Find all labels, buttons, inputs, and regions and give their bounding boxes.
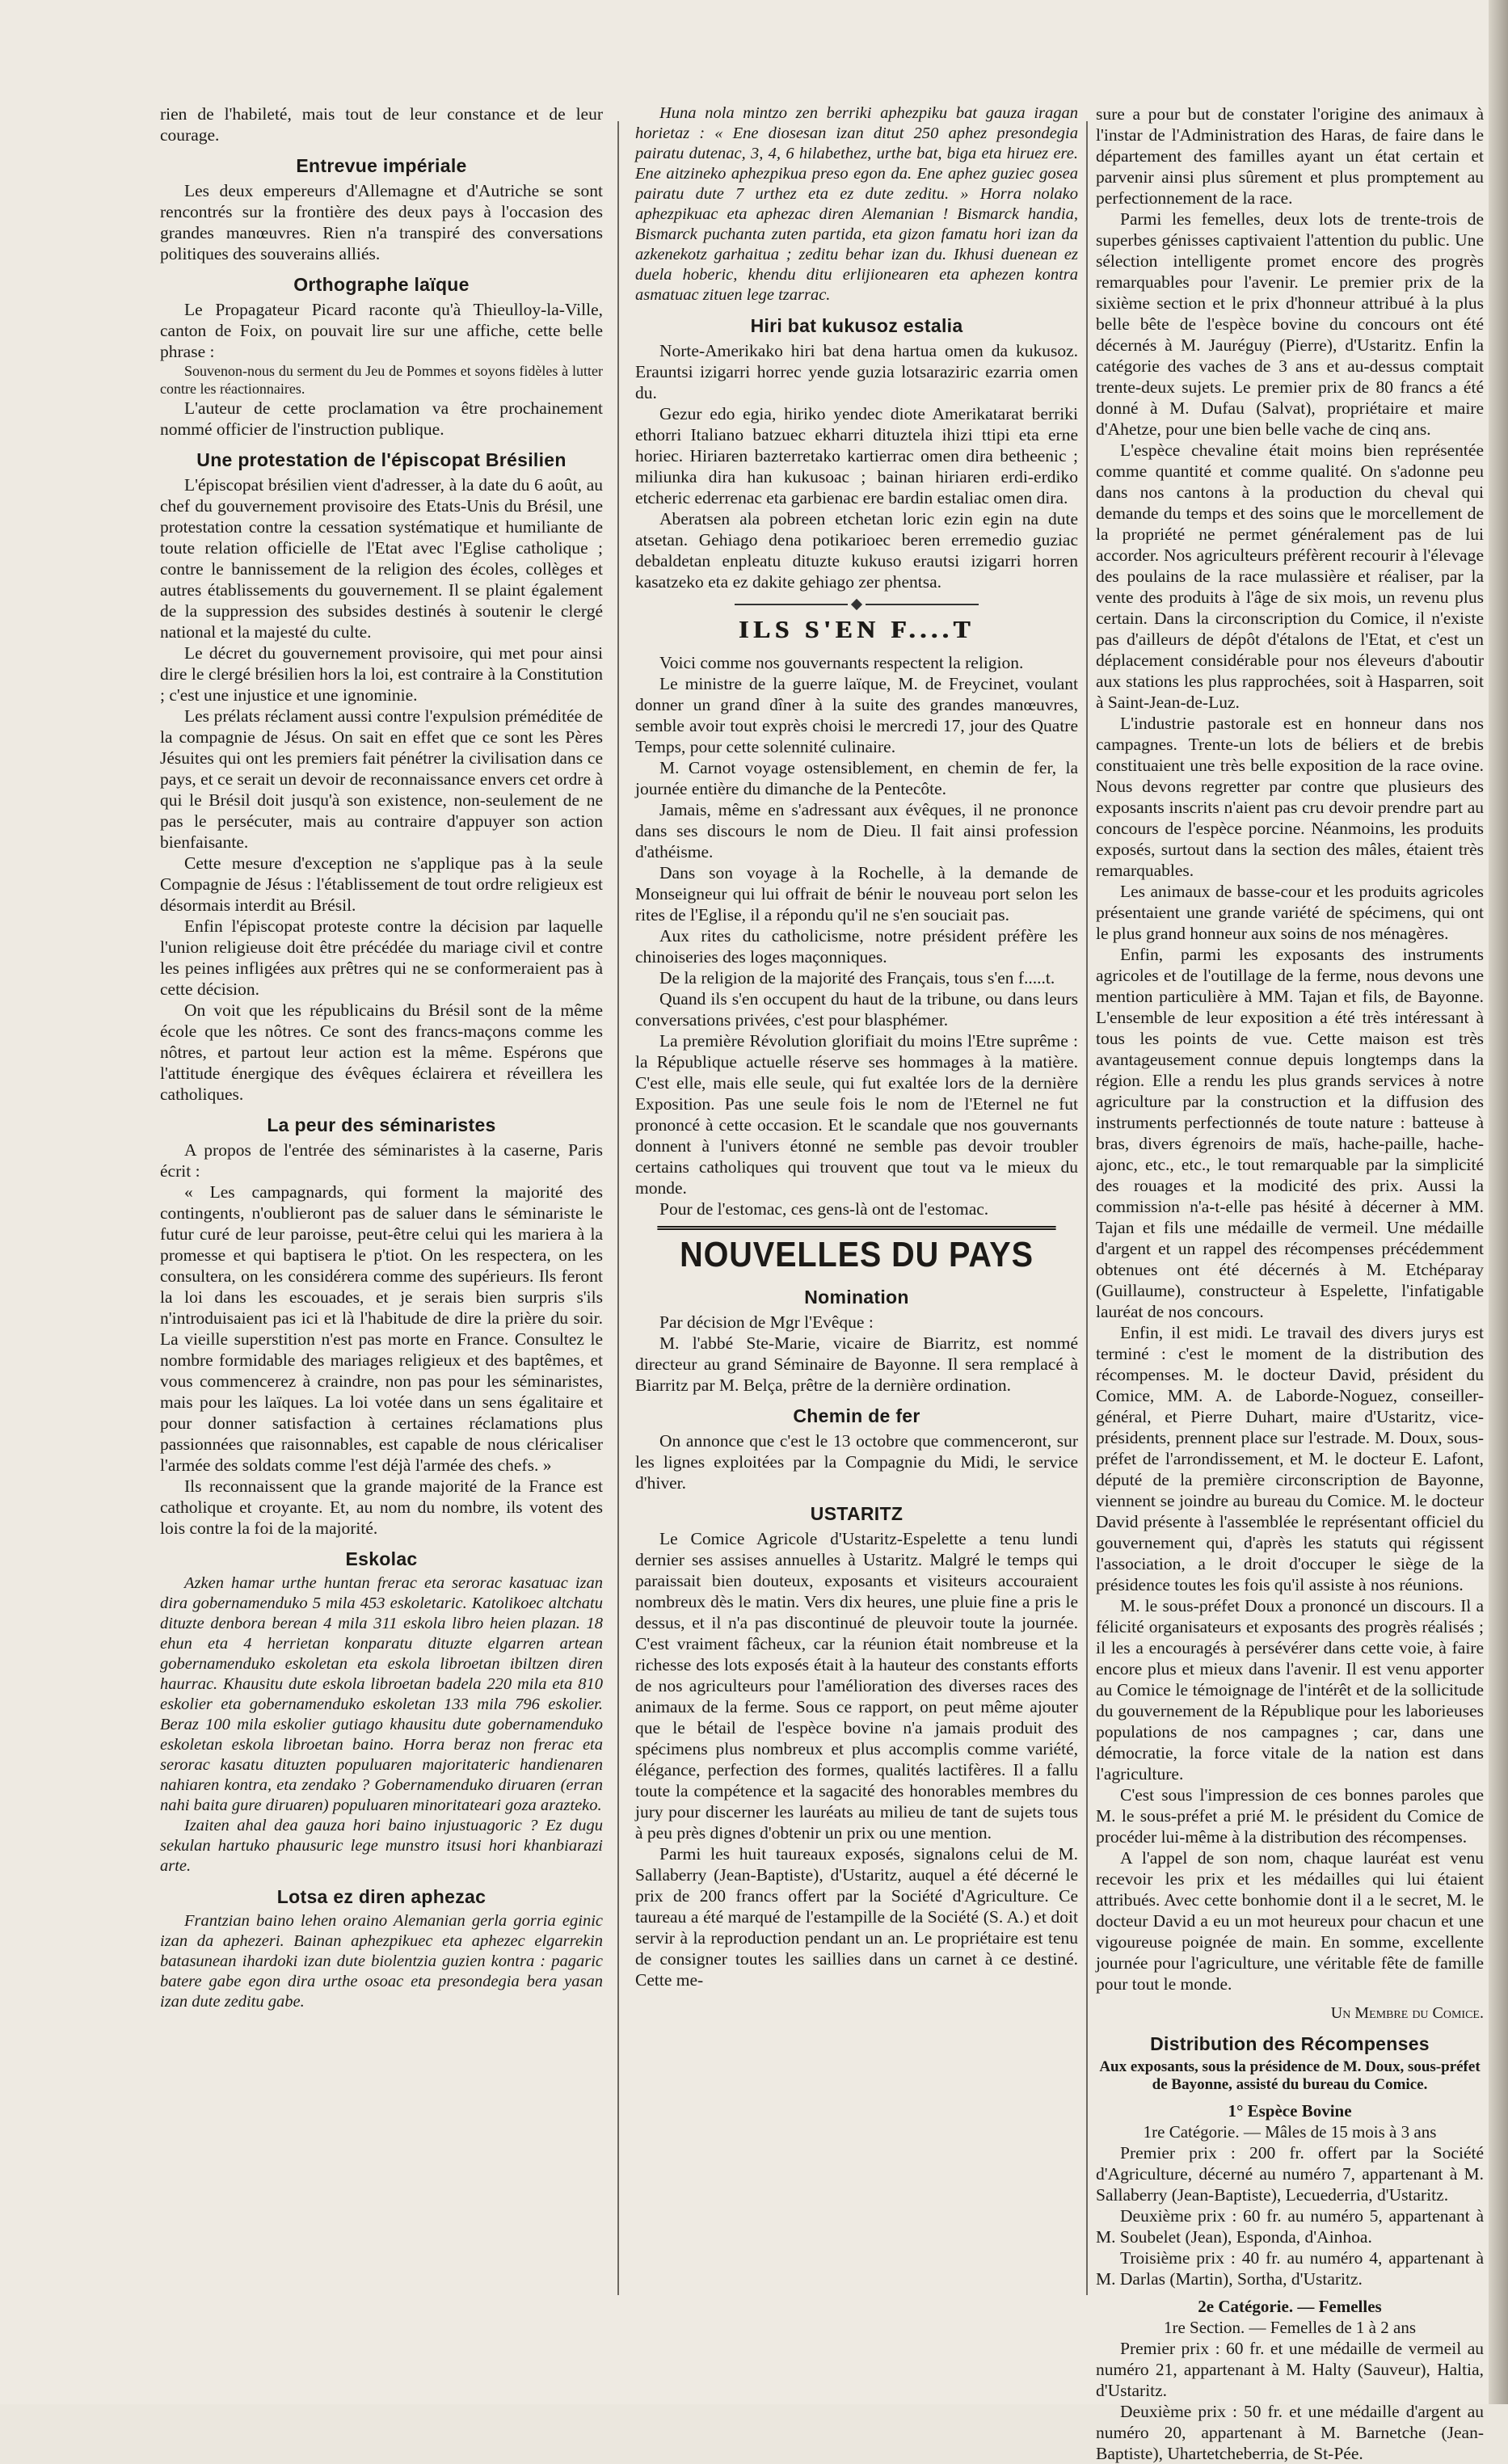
paragraph: Les animaux de basse-cour et les produits agricoles présentaient une grande variété de spécimens, qui ont le plus grand honneur aux soins de nos ménagères. <box>1096 882 1484 943</box>
paragraph: Deuxième prix : 60 fr. au numéro 5, appartenant à M. Soubelet (Jean), Esponda, d'Ainhoa. <box>1096 2206 1484 2247</box>
article-heading: Entrevue impériale <box>296 155 467 176</box>
article-heading: Nomination <box>804 1287 909 1308</box>
paragraph: Enfin l'épiscopat proteste contre la décision par laquelle l'union religieuse doit être précédée du mariage civil et contre les peines infligées aux prêtres qui ne se conformeraient pas à cette décision. <box>160 916 603 999</box>
paragraph: Souvenon-nous du serment du Jeu de Pommes et soyons fidèles à lutter contre les réactionnaires. <box>160 363 603 397</box>
section-subheading: 2e Catégorie. — Femelles <box>1198 2297 1382 2316</box>
category-line: 1re Catégorie. — Mâles de 15 mois à 3 ans <box>1143 2122 1437 2142</box>
paragraph: Quand ils s'en occupent du haut de la tribune, ou dans leurs conversations privées, c'est pour blasphémer. <box>635 989 1078 1030</box>
article-heading: La peur des séminaristes <box>267 1114 496 1135</box>
paragraph: Voici comme nos gouvernants respectent la religion. <box>659 653 1024 672</box>
ornament-diamond <box>851 599 862 610</box>
paragraph: C'est sous l'impression de ces bonnes paroles que M. le sous-préfet a prié M. le président du Comice de procéder lui-même à la distribution des récompenses. <box>1096 1785 1484 1847</box>
paragraph: Azken hamar urthe huntan frerac eta serorac kasatuac izan dira gobernamenduko 5 mila 453 eskoletaric. Katolikoec altchatu dituzte denbora berean 4 mila 311 eskola libro heien plazan. 18 ehun eta 4 herrietan konparatu dituzte elgarren artean gobernamenduko eskoletan eta eskola libroetan ibiltzen diren haurrac. Khausitu dute eskola libroetan badela 220 mila eta 810 eskolier eta gobernamenduko eskoletan 133 mila 796 eskolier. Beraz 100 mila eskolier gutiago khausitu dute gobernamenduko eskoletan eskola libroetan baino. Horra beraz non frerac eta serorac kasatu dituzten populuaren majoritateric handienaren nahiaren kontra, eta zendako ? Gobernamenduko diruaren (erran nahi baita gure diruaren) populuaren minoritateari goza arazteko. <box>160 1574 603 1814</box>
ornament-line <box>866 604 979 605</box>
paragraph: sure a pour but de constater l'origine des animaux à l'instar de l'Administration des Haras, de faire dans le département des familles ayant un état certain et parvenir ainsi plus sûrement et plus promptement au perfectionnement de la race. <box>1096 104 1484 208</box>
paragraph: Les prélats réclament aussi contre l'expulsion préméditée de la compagnie de Jésus. On sait en effet que ce sont les Pères Jésuites qui ont les premiers fait pénétrer la civilisation dans ce pays, et ce serait un devoir de reconnaissance envers cet ordre à qui le Brésil doit jusqu'à son existence, non-seulement de ne pas le persécuter, mais au contraire d'appuyer son action bienfaisante. <box>160 706 603 852</box>
paragraph: Premier prix : 200 fr. offert par la Société d'Agriculture, décerné au numéro 7, appartenant à M. Sallaberry (Jean-Baptiste), Lecuederria, d'Ustaritz. <box>1096 2143 1484 2205</box>
paragraph: Parmi les huit taureaux exposés, signalons celui de M. Sallaberry (Jean-Baptiste), d'Ustaritz, auquel a été décerné le prix de 200 francs offert par la Société d'Agriculture. Ce taureau a été marqué de l'estampille de la Société (S. A.) et doit servir à la reproduction pendant un an. Le propriétaire est tenu de consigner toutes les saillies dans un carnet à ce destiné. Cette me- <box>635 1844 1078 1990</box>
paragraph: Le décret du gouvernement provisoire, qui met pour ainsi dire le clergé brésilien hors la loi, est contraire à la Constitution ; c'est une injustice et une ignominie. <box>160 643 603 705</box>
paragraph: Deuxième prix : 50 fr. et une médaille d'argent au numéro 20, appartenant à M. Barnetche (Jean-Baptiste), Uhartetcheberria, de St-Pée. <box>1096 2402 1484 2463</box>
article-heading: Hiri bat kukusoz estalia <box>750 315 963 336</box>
paragraph: L'auteur de cette proclamation va être prochainement nommé officier de l'instruction publique. <box>160 398 603 439</box>
paragraph: L'espèce chevaline était moins bien représentée comme quantité et comme qualité. On s'adonne peu dans nos cantons à la production du cheval qui demande du temps et des soins que le morcellement de la propriété ne permet généralement pas de lui accorder. Nos agriculteurs préfèrent recourir à l'élevage des poulains de la race mulassière et réaliser, par la vente des produits à l'âge de six mois, un revenu plus certain. Dans la circonscription du Comice, il n'existe pas d'ailleurs de dépôt d'étalons de l'Etat, et c'est un déplacement considérable pour nos éleveurs d'aboutir aux stations les plus rapprochées, soit à Hasparren, soit à Saint-Jean-de-Luz. <box>1096 440 1484 712</box>
paragraph: Izaiten ahal dea gauza hori baino injustuagoric ? Ez dugu sekulan hartuko phausuric lege munstro itsusi hori khanbiarazi arte. <box>160 1817 603 1875</box>
paragraph: M. l'abbé Ste-Marie, vicaire de Biarritz, est nommé directeur au grand Séminaire de Bayonne. Il sera remplacé à Biarritz par M. Belça, prêtre de la dernière ordination. <box>635 1333 1078 1395</box>
paragraph: L'industrie pastorale est en honneur dans nos campagnes. Trente-un lots de béliers et de brebis constituaient une très belle exposition de la race ovine. Nous devons regretter par contre que plusieurs des exposants inscrits n'aient pas cru devoir prendre part au concours de l'espèce porcine. Néanmoins, les produits exposés, surtout dans la section des mâles, étaient très remarquables. <box>1096 714 1484 880</box>
paragraph: L'épiscopat brésilien vient d'adresser, à la date du 6 août, au chef du gouvernement provisoire des Etats-Unis du Brésil, une protestation contre la cessation systématique et humiliante de toute relation officielle de l'Etat avec l'Eglise catholique ; contre le bannissement de la religion des écoles, collèges et autres établissements du gouvernement. Il se plaint également de la suppression des subsides destinés à soutenir le clergé national et la majesté du culte. <box>160 475 603 642</box>
column-1 <box>160 103 603 2012</box>
section-banner: NOUVELLES DU PAYS <box>657 1226 1055 1277</box>
paragraph: Cette mesure d'exception ne s'applique pas à la seule Compagnie de Jésus : l'établissement de tout ordre religieux est désormais interdit au Brésil. <box>160 853 603 915</box>
paragraph: Le ministre de la guerre laïque, M. de Freycinet, voulant donner un grand dîner à la suite des grandes manœuvres, semble avoir tout exprès choisi le mercredi 17, jour des Quatre Temps, pour cette solennité culinaire. <box>635 674 1078 756</box>
ornamental-rule <box>635 600 1078 609</box>
article-heading: Distribution des Récompenses <box>1150 2033 1430 2054</box>
paragraph: Frantzian baino lehen oraino Alemanian gerla gorria eginic izan da aphezeri. Bainan aphezpikuec eta aphezec elgarrekin batasunean ihardoki izan dute biolentzia guzien kontra : pagaric batere gabe egon dira urthe osoac eta presondegia bera yasan izan dute zeditu gabe. <box>160 1912 603 2011</box>
column-rule <box>617 121 619 2295</box>
category-line: 1re Section. — Femelles de 1 à 2 ans <box>1163 2318 1416 2337</box>
article-heading: Orthographe laïque <box>293 274 470 295</box>
paragraph: Jamais, même en s'adressant aux évêques, il ne prononce dans ses discours le nom de Dieu. Il fait ainsi profession d'athéisme. <box>635 800 1078 861</box>
paragraph: Enfin, il est midi. Le travail des divers jurys est terminé : c'est le moment de la distribution des récompenses. M. le docteur David, président du Comice, MM. A. de Laborde-Noguez, conseiller-général, et Pierre Duhart, maire d'Ustaritz, vice-présidents, prennent place sur l'estrade. M. Doux, sous-préfet de l'arrondissement, et M. le docteur E. Lafont, député de la première circonscription de Bayonne, viennent se joindre au bureau du Comice. M. le docteur David présente à l'assemblée le représentant officiel du gouvernement qui, d'après les statuts qui régissent l'association, a le droit d'occuper le siège de la présidence toutes les fois qu'il assiste à nos réunions. <box>1096 1323 1484 1594</box>
ornament-line <box>735 604 848 605</box>
section-subheading: 1° Espèce Bovine <box>1228 2101 1352 2121</box>
paragraph: M. le sous-préfet Doux a prononcé un discours. Il a félicité organisateurs et exposants des progrès réalisés ; il les a encouragés à persévérer dans cette voie, à faire encore plus et mieux dans l'avenir. Il est venu apporter au Comice le témoignage de l'intérêt et de la sollicitude du gouvernement de la République pour les laborieuses populations de nos campagnes ; car, dans une démocratie, la force vitale de la nation est dans l'agriculture. <box>1096 1596 1484 1784</box>
paragraph: Le Propagateur Picard raconte qu'à Thieulloy-la-Ville, canton de Foix, on pouvait lire sur une affiche, cette belle phrase : <box>160 300 603 361</box>
column-3 <box>1096 103 1484 2464</box>
paragraph: On annonce que c'est le 13 octobre que commenceront, sur les lignes exploitées par la Compagnie du Midi, le service d'hiver. <box>635 1431 1078 1493</box>
paragraph: Enfin, parmi les exposants des instruments agricoles et de l'outillage de la ferme, nous devons une mention particulière à MM. Tajan et fils, de Bayonne. L'ensemble de leur exposition a été très intéressant à tous les points de vue. Cette maison est très avantageusement connue depuis longtemps dans la région. Elle a rendu les plus grands services à notre agriculture par la construction et la diffusion des instruments perfectionnés de toute nature : batteuse à bras, divers égrenoirs de maïs, hache-paille, hache-ajonc, etc., etc., le tout remarquable par la simplicité des rouages et la modicité des prix. Aussi la commission n'a-t-elle pas hésité à décerner à MM. Tajan et fils une médaille de vermeil. Une médaille d'argent et un rappel des récompenses précédemment obtenues ont été décernés à M. Etchéparay (Guillaume), constructeur à Espelette, l'infatigable lauréat de nos concours. <box>1096 945 1484 1321</box>
paragraph: M. Carnot voyage ostensiblement, en chemin de fer, la journée entière du dimanche de la Pentecôte. <box>635 758 1078 798</box>
paragraph: Premier prix : 60 fr. et une médaille de vermeil au numéro 21, appartenant à M. Halty (Sauveur), Haltia, d'Ustaritz. <box>1096 2339 1484 2400</box>
paragraph: Les deux empereurs d'Allemagne et d'Autriche se sont rencontrés sur la frontière des deux pays à l'occasion des grandes manœuvres. Rien n'a transpiré des conversations politiques des souverains alliés. <box>160 181 603 263</box>
column-2 <box>635 103 1078 1990</box>
paragraph: Parmi les femelles, deux lots de trente-trois de superbes génisses captivaient l'attention du public. Une sélection intelligente promet encore des progrès remarquables pour l'avenir. Le premier prix de la sixième section et le prix d'honneur attribué à la plus belle bête de l'espèce bovine du concours ont été décernés à M. Jauréguy (Pierre), d'Ustaritz. Enfin la catégorie des vaches de 3 ans et au-dessus comptait trente-deux sujets. Le premier prix de 80 francs a été donné à M. Dufau (Salvat), propriétaire et maire d'Ahetze, pour une bien belle vache de cinq ans. <box>1096 209 1484 439</box>
article-heading: Eskolac <box>345 1548 418 1569</box>
article-heading: Une protestation de l'épiscopat Brésilien <box>196 449 567 470</box>
paragraph: La première Révolution glorifiait du moins l'Etre suprême : la République actuelle réserve ses hommages à la matière. C'est elle, mais elle seule, qui fut exaltée lors de la dernière Exposition. Pas une seule fois le nom de l'Eternel ne fut prononcé à cette occasion. Et le scandale que nos gouvernants donnent à l'univers étonné ne semble pas devoir troubler certains catholiques qui trouvent que tout va le mieux du monde. <box>635 1031 1078 1198</box>
paragraph: Aberatsen ala pobreen etchetan loric ezin egin na dute atsetan. Gehiago dena potikarioec beren erremedio guziac debaldetan enpleatu dituzte kukuso erautsi izigarri horren kasatzeko eta ez dakite gehiago zer phentsa. <box>635 509 1078 592</box>
paragraph: Gezur edo egia, hiriko yendec diote Amerikatarat berriki ethorri Italiano batzuec ekharri dituztela ihizi ttipi eta erne horiec. Hiriaren bazterretako kartierrac omen dira betheenic ; miliunka dira han kukusoac ; bainan hiriaren erdi-erdiko etcheric ederrenac eta garbienac ere bardin estaliac omen dira. <box>635 404 1078 508</box>
paragraph: Par décision de Mgr l'Evêque : <box>659 1312 874 1332</box>
article-heading: Lotsa ez diren aphezac <box>276 1886 487 1907</box>
subheading-note: Aux exposants, sous la présidence de M. Doux, sous-préfet de Bayonne, assisté du bureau du Comice. <box>1099 2058 1481 2093</box>
page-binding-edge <box>1489 0 1508 2404</box>
signature: Un Membre du Comice. <box>1330 2004 1484 2022</box>
paragraph: Aux rites du catholicisme, notre président préfère les chinoiseries des loges maçonniques. <box>635 926 1078 967</box>
paragraph: On voit que les républicains du Brésil sont de la même école que les nôtres. Ce sont des francs-maçons comme les nôtres, et partout leur action est la même. Espérons que l'attitude énergique des évêques éclairera et réveillera les catholiques. <box>160 1000 603 1104</box>
paragraph: Pour de l'estomac, ces gens-là ont de l'estomac. <box>659 1199 989 1219</box>
paragraph: Dans son voyage à la Rochelle, à la demande de Monseigneur qui lui offrait de bénir le nouveau port selon les rites de l'Eglise, il a répondu qu'il ne s'en souciait pas. <box>635 863 1078 925</box>
paragraph: Norte-Amerikako hiri bat dena hartua omen da kukusoz. Erauntsi izigarri horrec yende guzia lotsaraziric ezarria omen du. <box>635 341 1078 402</box>
paragraph: A propos de l'entrée des séminaristes à la caserne, Paris écrit : <box>160 1140 603 1181</box>
paragraph: Le Comice Agricole d'Ustaritz-Espelette a tenu lundi dernier ses assises annuelles à Ustaritz. Malgré le temps qui paraissait bien douteux, exposants et visiteurs accouraient nombreux dès le matin. Vers dix heures, une pluie fine a pris le dessus, et il n'a pas discontinué de pleuvoir toute la journée. C'est vraiment fâcheux, car la réunion était nombreuse et la richesse des lots exposés était à la hauteur des constants efforts de nos agriculteurs pour l'amélioration des diverses races des animaux de la ferme. Sous ce rapport, on peut même ajouter que le bétail de l'espèce bovine n'a jamais produit des spécimens plus nombreux et plus accomplis comme variété, élégance, perfection des formes, qualités lactifères. Il a fallu toute la compétence et la sagacité des honorables membres du jury pour discerner les lauréats au milieu de tant de sujets tous à peu près dignes d'obtenir un prix ou une mention. <box>635 1529 1078 1843</box>
paragraph: De la religion de la majorité des Français, tous s'en f.....t. <box>659 968 1055 988</box>
paragraph: A l'appel de son nom, chaque lauréat est venu recevoir les prix et les médailles qui lui étaient attribués. Avec cette bonhomie dont il a le secret, M. le docteur David a eu un mot heureux pour chacun et une vigoureuse poignée de main. En somme, excellente journée pour l'agriculture, une véritable fête de famille pour tout le monde. <box>1096 1848 1484 1994</box>
paragraph: Ils reconnaissent que la grande majorité de la France est catholique et croyante. Et, au nom du nombre, ils votent des lois contre la foi de la majorité. <box>160 1476 603 1538</box>
paragraph: « Les campagnards, qui forment la majorité des contingents, n'oublieront pas de saluer dans le séminariste le futur curé de leur paroisse, peut-être celui qui les mariera à la promesse et qui baptisera le p'tiot. On les respectera, on les consultera, on les considérera comme des supérieurs. Ils feront la loi dans les escouades, et je serais bien surpris s'ils n'introduisaient pas ici et là l'habitude de dire la prière du soir. La vieille superstition n'est pas morte en France. Consultez le nombre formidable des mariages religieux et des baptêmes, et vous commencerez à craindre, non pas pour les séminaristes, mais pour les laïques. La loi votée dans un sens égalitaire et pour donner satisfaction à certaines réclamations plus passionnées que raisonnables, est capable de nous cléricaliser l'armée des soldats comme l'est déjà l'armée des chefs. » <box>160 1182 603 1475</box>
column-rule <box>1086 121 1088 2295</box>
article-heading: USTARITZ <box>810 1503 904 1524</box>
paragraph: rien de l'habileté, mais tout de leur constance et de leur courage. <box>160 104 603 145</box>
article-heading: Chemin de fer <box>793 1405 920 1426</box>
paragraph: Troisième prix : 40 fr. au numéro 4, appartenant à M. Darlas (Martin), Sortha, d'Ustaritz. <box>1096 2248 1484 2289</box>
paragraph: Huna nola mintzo zen berriki aphezpiku bat gauza iragan horietaz : « Ene diosesan izan ditut 250 aphez presondegia pairatu dutenac, 3, 4, 6 hilabethez, urthe bat, biga eta hiruez ere. Ene aitzineko aphezpikua preso egon da. Ene aphez guziec gosea pairatu dute 7 urthez eta ez dute zeditu. » Horra nolako aphezpikuac eta aphezac diren Alemanian ! Bismarck handia, Bismarck puchanta zuten partida, eta gizon famatu hori izan da azkenekotz garhaitua ; zeditu behar izan du. Ikhusi duenean ez duela hoberic, khendu ditu erlijionearen eta aphezen kontra asmatuac zituen lege tzarrac. <box>635 104 1078 304</box>
display-heading: ILS S'EN F....T <box>738 615 975 643</box>
